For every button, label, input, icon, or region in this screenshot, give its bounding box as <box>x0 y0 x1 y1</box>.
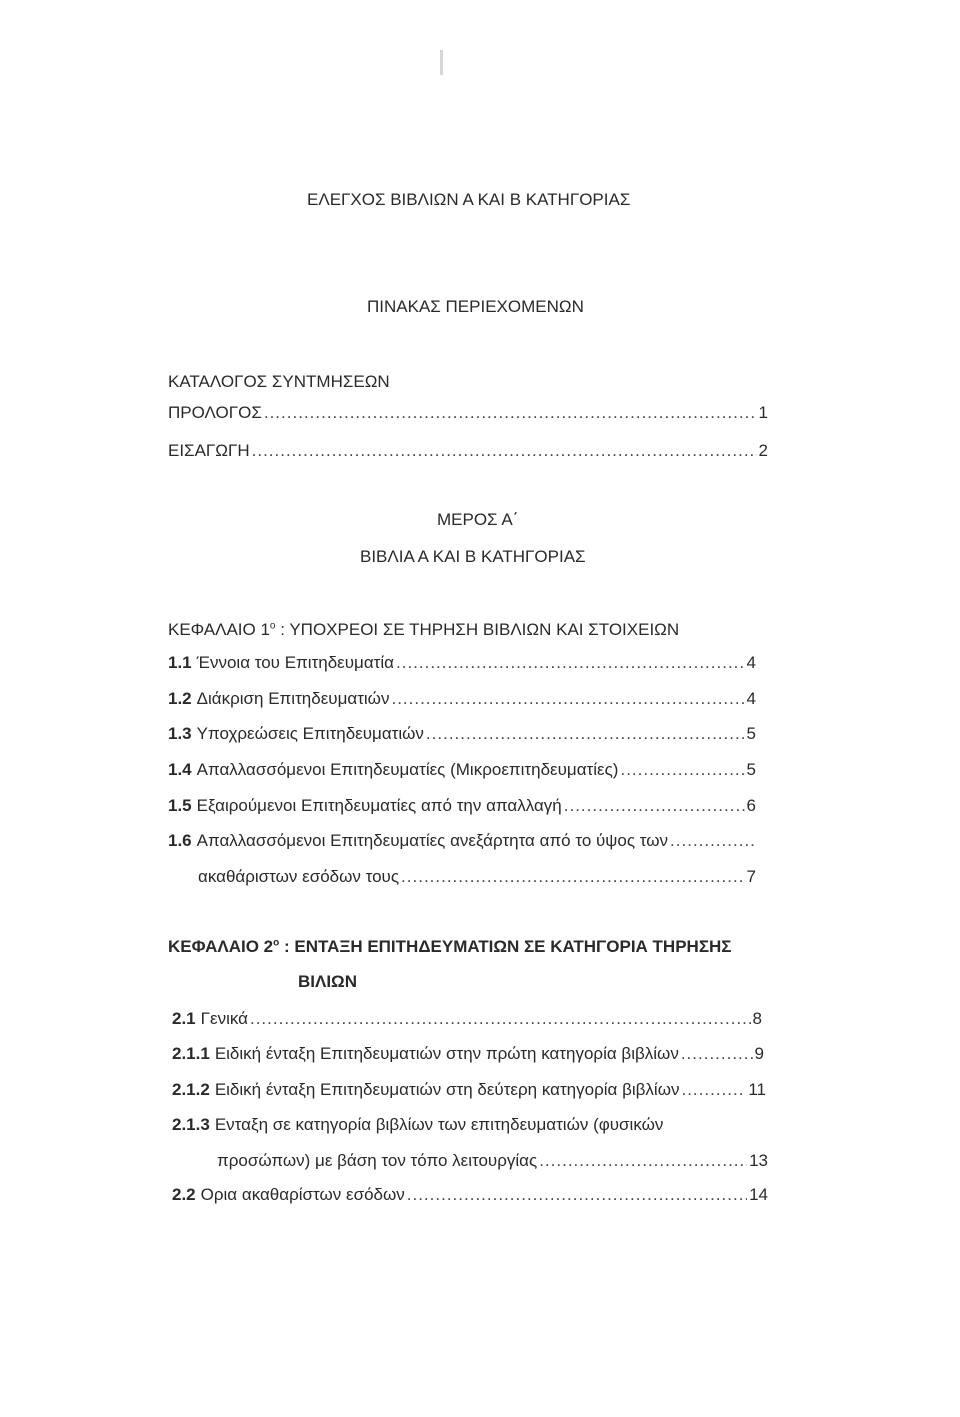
toc-entry-1-4[interactable]: 1.4 Απαλλασσόμενοι Επιτηδευματίες (Μικροεπιτηδευματίες) ..... 5 <box>168 758 756 782</box>
page-number: 14 <box>749 1185 768 1204</box>
toc-entry-1-2[interactable]: 1.2 Διάκριση Επιτηδευματιών ..... 4 <box>168 687 756 711</box>
toc-label: Έννοια του Επιτηδευματία <box>196 653 394 672</box>
part-subtitle: ΒΙΒΛΙΑ Α ΚΑΙ Β ΚΑΤΗΓΟΡΙΑΣ <box>360 547 586 566</box>
toc-entry-1-1[interactable]: 1.1 Έννοια του Επιτηδευματία ..... 4 <box>168 651 756 675</box>
page-number: 13 <box>749 1151 768 1170</box>
toc-entry-2-1-1[interactable]: 2.1.1 Ειδική ένταξη Επιτηδευματιών στην πρώτη κατηγορία βιβλίων ..... 9 <box>172 1042 764 1066</box>
toc-entry-2-1-3[interactable]: 2.1.3 Ενταξη σε κατηγορία βιβλίων των επιτηδευματιών (φυσικών <box>172 1113 766 1137</box>
toc-label: Ενταξη σε κατηγορία βιβλίων των επιτηδευματιών (φυσικών <box>214 1115 664 1134</box>
scan-mark <box>440 50 443 75</box>
dot-leader <box>670 829 754 853</box>
chapter-2-heading[interactable]: ΚΕΦΑΛΑΙΟ $2^o$ : ΕΝΤΑΞΗ ΕΠΙΤΗΔΕΥΜΑΤΙΩΝ ΣΕ ΚΑΤΗΓΟΡΙΑ ΤΗΡΗΣΗΣ <box>168 937 732 956</box>
toc-label: Απαλλασσόμενοι Επιτηδευματίες ανεξάρτητα από το ύψος των <box>196 831 669 850</box>
dot-leader <box>252 439 757 463</box>
toc-entry-2-1-2[interactable]: 2.1.2 Ειδική ένταξη Επιτηδευματιών στη δεύτερη κατηγορία βιβλίων ..... 11 <box>172 1078 766 1102</box>
part-title: ΜΕΡΟΣ Α΄ <box>437 510 519 529</box>
toc-label: Γενικά <box>200 1009 248 1028</box>
toc-label: Ειδική ένταξη Επιτηδευματιών στην πρώτη κατηγορία βιβλίων <box>214 1044 679 1063</box>
dot-leader <box>250 1007 751 1031</box>
toc-label: ακαθάριστων εσόδων τους <box>198 867 400 886</box>
toc-entry-prologue[interactable] <box>168 401 768 425</box>
page-number: 2 <box>758 441 768 460</box>
toc-label: Εξαιρούμενοι Επιτηδευματίες από την απαλλαγή <box>196 796 562 815</box>
toc-entry-2-2[interactable]: 2.2 Ορια ακαθαρίστων εσόδων ..... 14 <box>172 1183 768 1207</box>
dot-leader <box>264 401 757 425</box>
chapter-1-heading[interactable]: ΚΕΦΑΛΑΙΟ $1^o$ : ΥΠΟΧΡΕΟΙ ΣΕ ΤΗΡΗΣΗ ΒΙΒΛΙΩΝ ΚΑΙ ΣΤΟΙΧΕΙΩΝ <box>168 620 680 639</box>
toc-entry-introduction[interactable] <box>168 439 768 463</box>
page-number: 11 <box>748 1080 766 1099</box>
dot-leader <box>620 758 744 782</box>
toc-heading: ΠΙΝΑΚΑΣ ΠΕΡΙΕΧΟΜΕΝΩΝ <box>367 297 584 316</box>
toc-entry-1-5[interactable]: 1.5 Εξαιρούμενοι Επιτηδευματίες από την απαλλαγή ..... 6 <box>168 794 756 818</box>
dot-leader <box>426 722 745 746</box>
page-number: 1 <box>758 403 768 422</box>
toc-label: ΕΙΣΑΓΩΓΗ <box>168 441 250 460</box>
page-number: 8 <box>752 1009 762 1028</box>
toc-entry-1-3[interactable]: 1.3 Υποχρεώσεις Επιτηδευματιών ..... 5 <box>168 722 756 746</box>
page-number: 7 <box>746 867 756 886</box>
dot-leader <box>391 687 744 711</box>
toc-label: Ειδική ένταξη Επιτηδευματιών στη δεύτερη κατηγορία βιβλίων <box>214 1080 680 1099</box>
dot-leader <box>396 651 745 675</box>
page-number: 4 <box>746 689 756 708</box>
page-number: 4 <box>746 653 756 672</box>
toc-label: Υποχρεώσεις Επιτηδευματιών <box>196 724 424 743</box>
page-number: 5 <box>746 760 756 779</box>
page-number: 9 <box>754 1044 764 1063</box>
dot-leader <box>564 794 745 818</box>
document-title: ΕΛΕΓΧΟΣ ΒΙΒΛΙΩΝ Α ΚΑΙ Β ΚΑΤΗΓΟΡΙΑΣ <box>307 190 631 209</box>
toc-label: Διάκριση Επιτηδευματιών <box>196 689 390 708</box>
toc-entry-1-6-continued[interactable] <box>198 865 756 889</box>
toc-entry-2-1-3-continued[interactable] <box>217 1149 768 1173</box>
toc-label: Απαλλασσόμενοι Επιτηδευματίες (Μικροεπιτηδευματίες) <box>196 760 619 779</box>
toc-entry-1-6[interactable]: 1.6 Απαλλασσόμενοι Επιτηδευματίες ανεξάρτητα από το ύψος των ..... <box>168 829 756 853</box>
abbreviations-entry[interactable]: ΚΑΤΑΛΟΓΟΣ ΣΥΝΤΜΗΣΕΩΝ <box>168 372 390 391</box>
toc-label: προσώπων) με βάση τον τόπο λειτουργίας <box>217 1151 538 1170</box>
dot-leader <box>401 865 744 889</box>
toc-entry-2-1[interactable]: 2.1 Γενικά ..... 8 <box>172 1007 762 1031</box>
dot-leader <box>407 1183 747 1207</box>
toc-label: Ορια ακαθαρίστων εσόδων <box>200 1185 405 1204</box>
page-number: 5 <box>746 724 756 743</box>
dot-leader <box>681 1078 746 1102</box>
page-number: 6 <box>746 796 756 815</box>
chapter-2-heading-continued: ΒΙΛΙΩΝ <box>298 972 357 991</box>
toc-label: ΠΡΟΛΟΓΟΣ <box>168 403 262 422</box>
dot-leader <box>539 1149 747 1173</box>
dot-leader <box>681 1042 753 1066</box>
